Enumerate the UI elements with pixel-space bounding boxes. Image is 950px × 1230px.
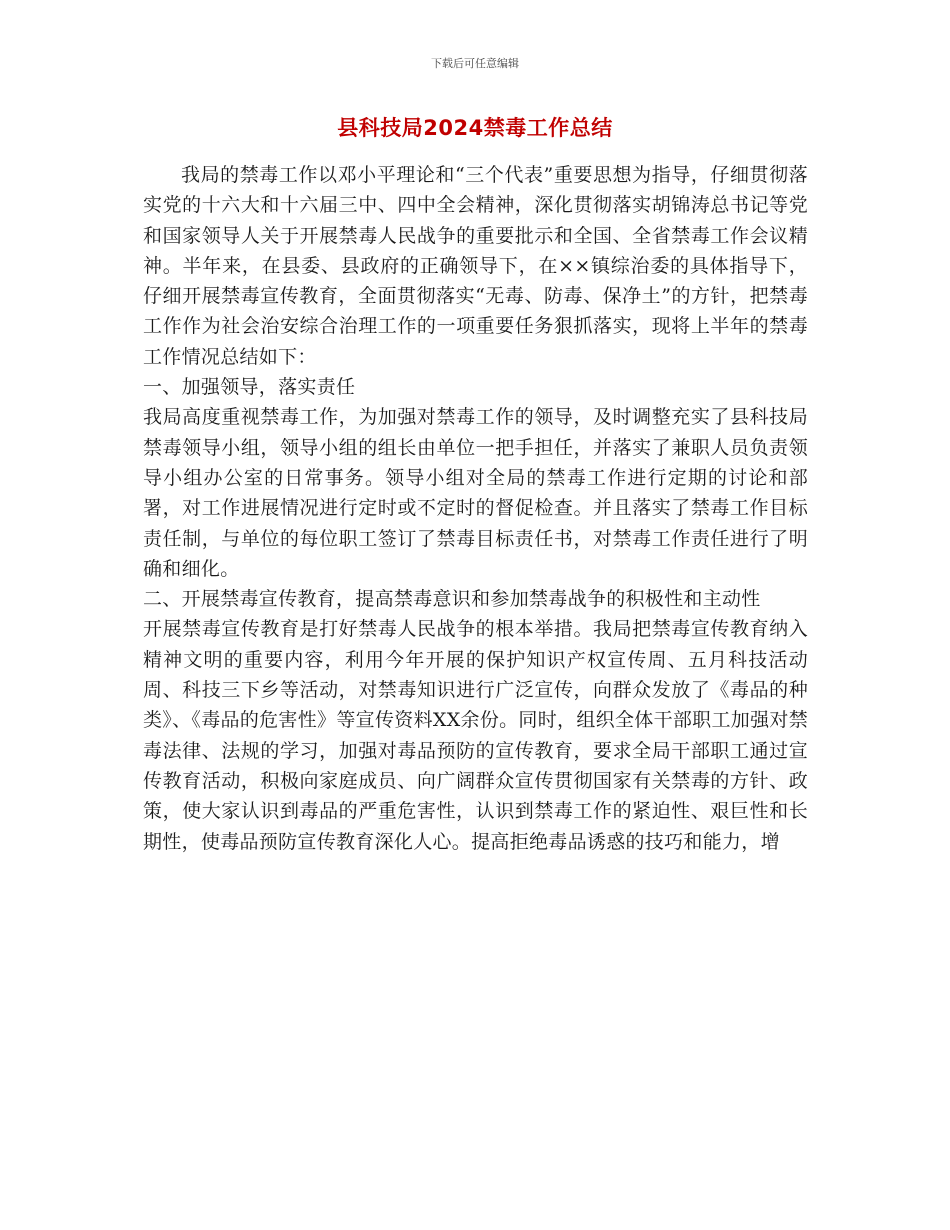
header-note: 下载后可任意编辑 <box>431 57 519 70</box>
section-heading-2: 二、开展禁毒宣传教育，提高禁毒意识和参加禁毒战争的积极性和主动性 <box>143 588 761 611</box>
intro-paragraph: 我局的禁毒工作以邓小平理论和“三个代表”重要思想为指导，仔细贯彻落实党的十六大和十六届三中、四中全会精神，深化贯彻落实胡锦涛总书记等党和国家领导人关于开展禁毒人民战争的重要批示和全国、全省禁毒工作会议精神。半年来，在县委、县政府的正确领导下，在××镇综治委的具体指导下，仔细开展禁毒宣传教育，全面贯彻落实“无毒、防毒、保净土”的方针，把禁毒工作作为社会治安综合治理工作的一项重要任务狠抓落实，现将上半年的禁毒工作情况总结如下： <box>143 164 808 368</box>
section-heading-1: 一、加强领导，落实责任 <box>143 376 356 399</box>
document-title: 县科技局2024禁毒工作总结 <box>337 116 613 140</box>
section-paragraph-2: 开展禁毒宣传教育是打好禁毒人民战争的根本举措。我局把禁毒宣传教育纳入精神文明的重要内容，利用今年开展的保护知识产权宣传周、五月科技活动周、科技三下乡等活动，对禁毒知识进行广泛宣传，向群众发放了《毒品的种类》、《毒品的危害性》等宣传资料XX余份。同时，组织全体干部职工加强对禁毒法律、法规的学习，加强对毒品预防的宣传教育，要求全局干部职工通过宣传教育活动，积极向家庭成员、向广阔群众宣传贯彻国家有关禁毒的方针、政策，使大家认识到毒品的严重危害性，认识到禁毒工作的紧迫性、艰巨性和长期性，使毒品预防宣传教育深化人心。提高拒绝毒品诱惑的技巧和能力，增 <box>143 618 808 853</box>
document-body <box>143 160 808 857</box>
section-paragraph-1: 我局高度重视禁毒工作，为加强对禁毒工作的领导，及时调整充实了县科技局禁毒领导小组，领导小组的组长由单位一把手担任，并落实了兼职人员负责领导小组办公室的日常事务。领导小组对全局的禁毒工作进行定期的讨论和部署，对工作进展情况进行定时或不定时的督促检查。并且落实了禁毒工作目标责任制，与单位的每位职工签订了禁毒目标责任书，对禁毒工作责任进行了明确和细化。 <box>143 406 808 580</box>
